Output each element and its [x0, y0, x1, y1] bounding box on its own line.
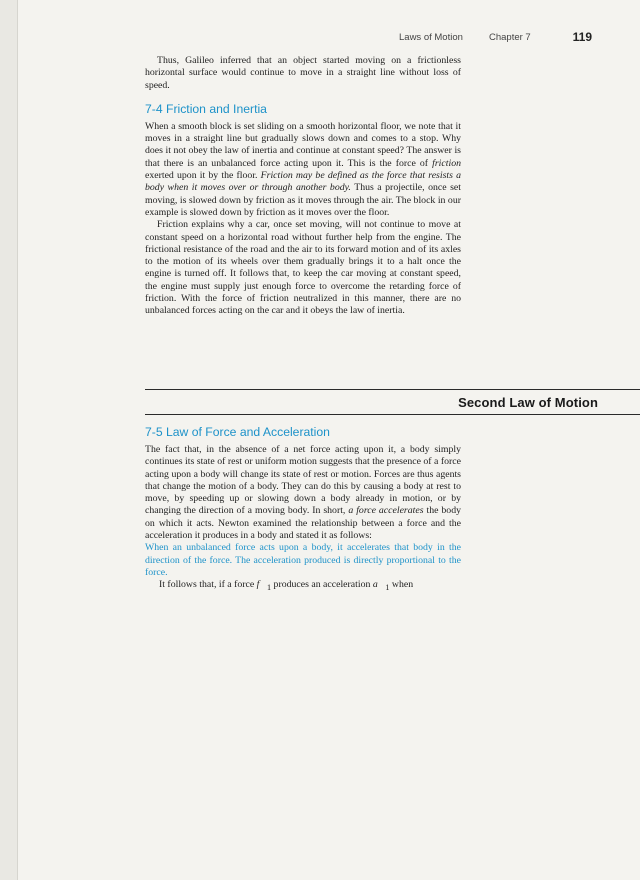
force-symbol: f⃗ [256, 579, 268, 591]
force-paragraph-2 [145, 579, 461, 594]
page-binding-edge [0, 0, 18, 880]
friction-paragraph-2: Friction explains why a car, once set moving, will not continue to move at constant speed on a horizontal road without further help from the engine. The frictional resistance of the road and the air to its forward motion and of its axles to the motion of its wheels over them gradually brings it to a halt once the engine is turned off. It follows that, to keep the car moving at constant speed, the engine must supply just enough force to overcome the retarding force of friction. With the force of friction neutralized in this manner, there are no unbalanced forces acting on the car and it obeys the law of inertia. [145, 219, 461, 317]
friction-p1-text-c: Thus a projectile, once set moving, is slowed down by friction as it moves through the air. The block in our example is slowed down by friction as it moves over the floor. [145, 182, 461, 218]
force-subscript: 1 [267, 583, 272, 593]
friction-p1-text-a: When a smooth block is set sliding on a smooth horizontal floor, we note that it moves in a straight line but gradually slows down and comes to a stop. Why does it not obey the law of inertia and continue at constant speed? The answer is that there is an unbalanced force acting upon it. This is the force of [145, 120, 461, 169]
running-head-title: Laws of Motion [399, 32, 463, 43]
acceleration-subscript: 1 [385, 583, 390, 593]
friction-term: friction [432, 157, 461, 169]
column-top [145, 55, 461, 318]
force-accelerates-emphasis: a force accelerates [348, 505, 424, 517]
running-head [355, 31, 600, 47]
part-rule-top [145, 389, 640, 390]
section-heading-7-5: 7-5 Law of Force and Acceleration [145, 425, 330, 439]
column-bottom [145, 425, 461, 595]
part-heading: Second Law of Motion [458, 395, 598, 410]
force-p1-text-b: the body on which it acts. Newton examined the relationship between a force and the acceleration it produces in a body and stated it as follows: [145, 505, 461, 542]
acceleration-symbol: a⃗ [372, 579, 386, 591]
force-paragraph-1 [145, 444, 461, 542]
force-p1-text-a: The fact that, in the absence of a net force acting upon it, a body simply continues its state of rest or uniform motion suggests that the presence of a force acting upon a body will change its state of rest or motion. Forces are thus agents that change the motion of a body. They can do this by causing a body at rest to move, by speeding up or slowing down a body already in motion, or by changing the direction of a moving body. In short, [145, 444, 461, 517]
second-law-statement: When an unbalanced force acts upon a body, it accelerates that body in the direction of the force. The acceleration produced is directly proportional to the force. [145, 542, 461, 578]
running-head-chapter: Chapter 7 [489, 32, 531, 43]
force-p2-text-a: It follows that, if a force [159, 579, 257, 591]
page-number: 119 [572, 30, 592, 44]
friction-paragraph-1 [145, 121, 461, 219]
intro-paragraph: Thus, Galileo inferred that an object started moving on a frictionless horizontal surface would continue to move in a straight line without loss of speed. [145, 55, 461, 91]
part-rule-bottom [145, 414, 640, 415]
friction-definition: Friction may be defined as the force that resists a body when it moves over or through another body. [145, 170, 461, 194]
force-p2-text-b: produces an acceleration [271, 579, 373, 591]
force-p2-text-c: when [389, 579, 414, 591]
section-heading-7-4: 7-4 Friction and Inertia [145, 101, 267, 116]
friction-p1-text-b: exerted upon it by the floor. [145, 170, 261, 182]
